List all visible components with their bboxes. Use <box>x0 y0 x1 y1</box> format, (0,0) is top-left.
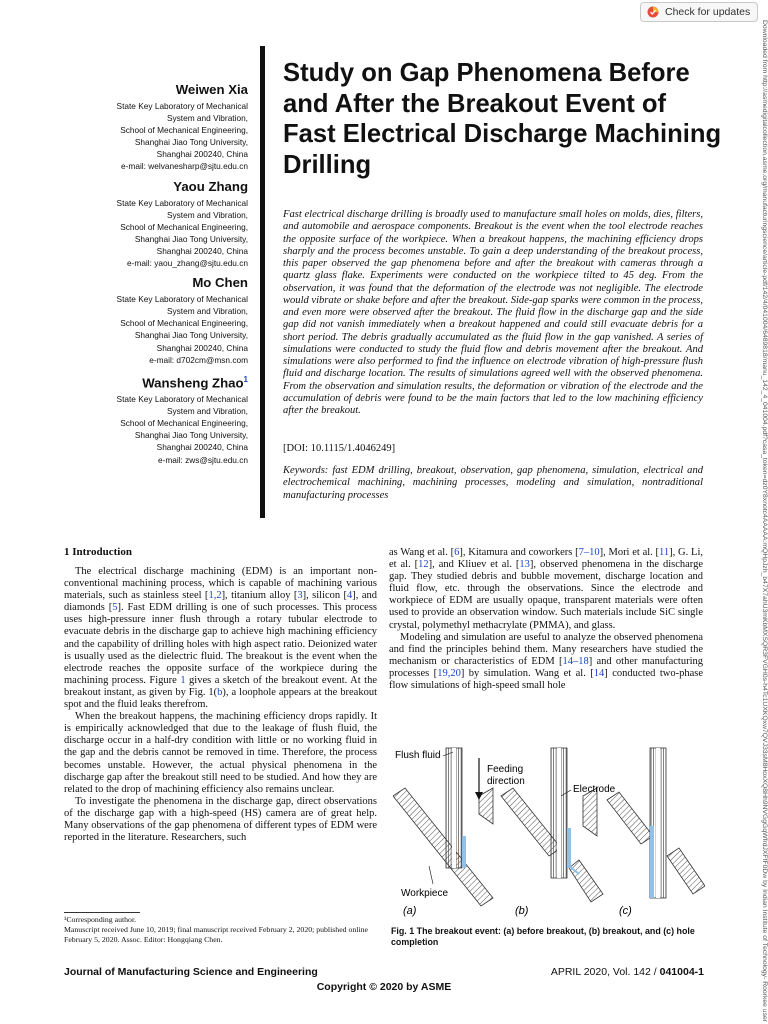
author-name-text: Weiwen Xia <box>175 82 248 97</box>
paragraph-text: gives a sketch of the breakout event. At the breakout instant, as given by Fig. 1( <box>64 674 377 698</box>
keywords: Keywords: fast EDM drilling, breakout, observation, gap phenomena, simulation, electrical and electrochemical machining, machining processes, modeling and simulation, nontraditional manufacturing processes <box>283 465 703 501</box>
paragraph-text: ], observed phenomena in the discharge gap. They studied debris and bubble movement, discharge location and fluid flow, etc. through the observations. Since the electrode and workpiece of EDM are usually opaque, transparent materials were often used to provide an observation window. Such materials include SiC single crystal, polymethyl methacrylate (PMMA), and glass. <box>389 559 703 631</box>
paragraph-text: ], and Kliuev et al. [ <box>428 559 520 571</box>
reference-link[interactable]: 1 <box>180 674 186 686</box>
author-name <box>40 372 248 390</box>
paragraph-text: ], Kitamura and coworkers [ <box>459 547 579 558</box>
author-affiliation-line: State Key Laboratory of Mechanical <box>116 394 248 405</box>
author-name <box>40 275 248 290</box>
paragraph-text: ] and other manufacturing processes [ <box>389 655 703 679</box>
author-affiliation-line: Shanghai Jiao Tong University, <box>134 137 248 148</box>
author-email[interactable]: e-mail: zws@sjtu.edu.cn <box>157 454 248 465</box>
author-affiliation-line: Shanghai 200240, China <box>156 149 248 160</box>
paragraph-text: ), a loophole appears at the breakout spot and the fluid leaks therefrom. <box>64 686 378 711</box>
author-affiliation-line: School of Mechanical Engineering, <box>120 125 248 136</box>
author-affiliation-line: System and Vibration, <box>166 306 248 317</box>
author-block <box>40 82 248 173</box>
panel-a-electrode <box>446 748 466 868</box>
check-for-updates-button[interactable] <box>640 2 758 22</box>
paragraph <box>389 547 703 632</box>
author-affiliation-line: School of Mechanical Engineering, <box>120 221 248 232</box>
panel-label-b: (b) <box>515 905 529 917</box>
author-name <box>40 82 248 97</box>
paragraph-text: ], Mori et al. [ <box>599 547 660 558</box>
paragraph-text: The electrical discharge machining (EDM) is an important non-conventional machining process, which is capable of machining various materials, such as stainless steel [ <box>64 566 377 602</box>
label-workpiece: Workpiece <box>401 888 449 899</box>
author-name-text: Wansheng Zhao <box>142 375 244 391</box>
crossmark-icon <box>647 6 659 18</box>
reference-link[interactable]: 5 <box>112 602 118 614</box>
author-affiliation-line: Shanghai 200240, China <box>156 245 248 256</box>
paper-title: Study on Gap Phenomena Before and After the Breakout Event of Fast Electrical Discharge Machining Drilling <box>283 59 722 179</box>
paragraph <box>64 566 377 711</box>
reference-link[interactable]: 11 <box>659 547 670 558</box>
reference-link[interactable]: 1,2 <box>208 590 222 602</box>
paragraph <box>64 796 377 844</box>
author-affiliation-line: State Key Laboratory of Mechanical <box>116 101 248 111</box>
left-column <box>64 566 377 844</box>
author-affiliation-line: State Key Laboratory of Mechanical <box>116 294 248 305</box>
author-affiliation-line: School of Mechanical Engineering, <box>120 318 248 329</box>
reference-link[interactable]: 4 <box>347 590 353 602</box>
paragraph <box>64 711 377 796</box>
author-affiliation-line: System and Vibration, <box>166 113 248 124</box>
footnote-rule <box>64 912 140 913</box>
paragraph <box>389 632 703 692</box>
paragraph-text: ], and diamonds [ <box>64 590 377 614</box>
abstract: Fast electrical discharge drilling is broadly used to manufacture small holes on molds, dies, filters, and automobile and aerospace components. Breakout is the event when the tool electrode reaches the opposite surface of the workpiece. When a breakout happens, the machining efficiency drops sharply and the process becomes unstable. To gain a deep understanding of the breakout process, this paper observed the gap phenomena before and after the breakout with cameras through a quartz glass flake. Experiments were conducted on the workpiece tilted to 45 deg. From the observation, it was found that the deformation of the electrode was not negligible. The electrode would vibrate or shake before and after the breakout. Side-gap sparks were common in the process, and even more were observed after the breakout. The fluid flow in the discharge gap and the side gap did not vanish immediately when a breakout happened and could still evacuate debris for a short period. The debris gradually accumulated as the fluid flow in the gap vanished. A series of simulations were conducted to study the fluid flow and debris movement after the breakout. And simulations were also performed to find the influence on electrode vibration of high-pressure flush fluid and discharge location. The results of simulations agreed well with the observed phenomena. From the observation and simulation results, the deformation or vibration of the electrode and the accumulation of debris were found to be the main factors that led to the low machining efficiency after the breakout. <box>283 209 703 416</box>
issue-info: APRIL 2020, Vol. 142 / 041004-1 <box>550 966 704 978</box>
section-heading-introduction: 1 Introduction <box>64 546 132 558</box>
reference-link[interactable]: 6 <box>454 547 460 558</box>
panel-label-c: (c) <box>619 905 632 917</box>
author-affiliation-line: State Key Laboratory of Mechanical <box>116 197 248 208</box>
author-name <box>40 179 248 194</box>
author-email[interactable]: e-mail: d702cm@msn.com <box>149 354 248 365</box>
paragraph-text: ], silicon [ <box>302 590 348 602</box>
reference-link[interactable]: 12 <box>418 559 429 571</box>
check-for-updates-label: Check for updates <box>665 6 751 18</box>
author-affiliation-line: Shanghai 200240, China <box>156 442 248 453</box>
paragraph-text: ] conducted two-phase flow simulations of high-speed small hole <box>389 667 703 692</box>
paragraph-text: as Wang et al. [ <box>389 547 455 558</box>
author-block <box>40 372 248 466</box>
paragraph-text: To investigate the phenomena in the discharge gap, direct observations of the discharge gap with a high-speed (HS) camera are of great help. Many observations of the gap phenomena of different types of EDM were reported in the literature. Researchers, such <box>64 795 377 844</box>
author-list <box>40 82 248 472</box>
panel-c-electrode <box>650 748 666 898</box>
label-feeding: Feeding <box>487 764 524 775</box>
author-name-text: Yaou Zhang <box>173 178 248 194</box>
label-electrode: Electrode <box>573 784 616 795</box>
author-name-text: Mo Chen <box>192 275 248 291</box>
figure-1-breakout-diagram <box>393 736 705 922</box>
journal-name: Journal of Manufacturing Science and Engineering <box>64 966 318 978</box>
author-email[interactable]: e-mail: yaou_zhang@sjtu.edu.cn <box>127 258 248 269</box>
download-notice-strip <box>758 20 768 1024</box>
doi[interactable]: [DOI: 10.1115/1.4046249] <box>283 443 396 454</box>
author-affiliation-line: Shanghai Jiao Tong University, <box>134 233 248 244</box>
reference-link[interactable]: b <box>217 686 223 698</box>
paragraph-text: ] by simulation. Wang et al. [ <box>460 667 594 679</box>
reference-link[interactable]: 7–10 <box>578 547 600 558</box>
reference-link[interactable]: 14 <box>593 667 605 679</box>
right-column <box>389 547 703 692</box>
reference-link[interactable]: 19,20 <box>437 667 461 679</box>
reference-link[interactable]: 14–18 <box>562 655 589 667</box>
paragraph-text: ]. Fast EDM drilling is one of such processes. This process uses high-pressure inner flush through a rotary tubular electrode to evacuate debris in the discharge gap to achieve high machining efficiency and the capability of drilling holes with high aspect ratio. Deionized water is usually used as the dielectric fluid. The breakout is the event when the electrode reaches the opposite surface of the workpiece during the machining process. Figure <box>64 602 378 686</box>
label-flush-fluid: Flush fluid <box>395 750 441 761</box>
author-affiliation-line: Shanghai Jiao Tong University, <box>134 430 248 441</box>
paragraph-text: ], titanium alloy [ <box>221 590 298 602</box>
download-notice-text: Downloaded from http://asmedigitalcollection.asme.org/manufacturingscience/article-pdf/142/4/041004/6489818/manu_142_4_041004.pdf?casa_token=dz0Y8xnotc4AAAAA:mQHpJzh_b47X7ahU3mKbMXSQR3FVGH0s-h4Tc1UXKQxw7QVJ33sM8HoxXQ8Hh9NVGgGqWfrdJXFfF0Dw by Indian Institute of Technology- Roorkee user <box>761 20 768 1023</box>
author-affiliation-line: School of Mechanical Engineering, <box>120 418 248 429</box>
reference-link[interactable]: 13 <box>519 559 530 571</box>
title-divider <box>260 46 265 518</box>
label-direction: direction <box>487 776 525 787</box>
copyright: Copyright © 2020 by ASME <box>316 981 452 993</box>
paragraph-text: Modeling and simulation are useful to analyze the observed phenomena and find the principles behind them. Many researchers have studied the mechanism or characteristics of EDM [ <box>389 631 703 667</box>
author-affiliation-line: Shanghai 200240, China <box>156 342 248 353</box>
author-affiliation-line: System and Vibration, <box>166 209 248 220</box>
figure-1-caption: Fig. 1 The breakout event: (a) before breakout, (b) breakout, and (c) hole completion <box>391 926 695 947</box>
author-email[interactable]: e-mail: welvanesharp@sjtu.edu.cn <box>121 161 248 172</box>
footnote-manuscript: Manuscript received June 10, 2019; final manuscript received February 2, 2020; published online February 5, 2020. Assoc. Editor: Hongqiang Chen. <box>64 925 368 944</box>
author-affiliation-line: System and Vibration, <box>166 406 248 417</box>
reference-link[interactable]: 3 <box>297 590 303 602</box>
panel-label-a: (a) <box>403 905 417 917</box>
footnote-corresponding: ¹Corresponding author. <box>64 915 137 924</box>
author-block <box>40 179 248 270</box>
workpiece-leader <box>429 866 433 884</box>
corresponding-author-mark[interactable]: 1 <box>243 374 248 384</box>
footnotes <box>64 915 377 945</box>
author-block <box>40 275 248 366</box>
paragraph-text: ], G. Li, et al. [ <box>389 547 703 571</box>
paragraph-text: When the breakout happens, the machining efficiency drops rapidly. It is empirically acknowledged that due to the leakage of flush fluid, the discharge occur in a half-dry condition with little or no working fluid in the gap and the debris cannot be removed in time. Therefore, the process becomes unstable. However, the actual physical phenomena in the discharge gap after the breakout still need to be studied. And how they are related to the drop of machining efficiency also remains unclear. <box>64 711 377 795</box>
panel-b-electrode <box>551 748 579 878</box>
author-affiliation-line: Shanghai Jiao Tong University, <box>134 330 248 341</box>
